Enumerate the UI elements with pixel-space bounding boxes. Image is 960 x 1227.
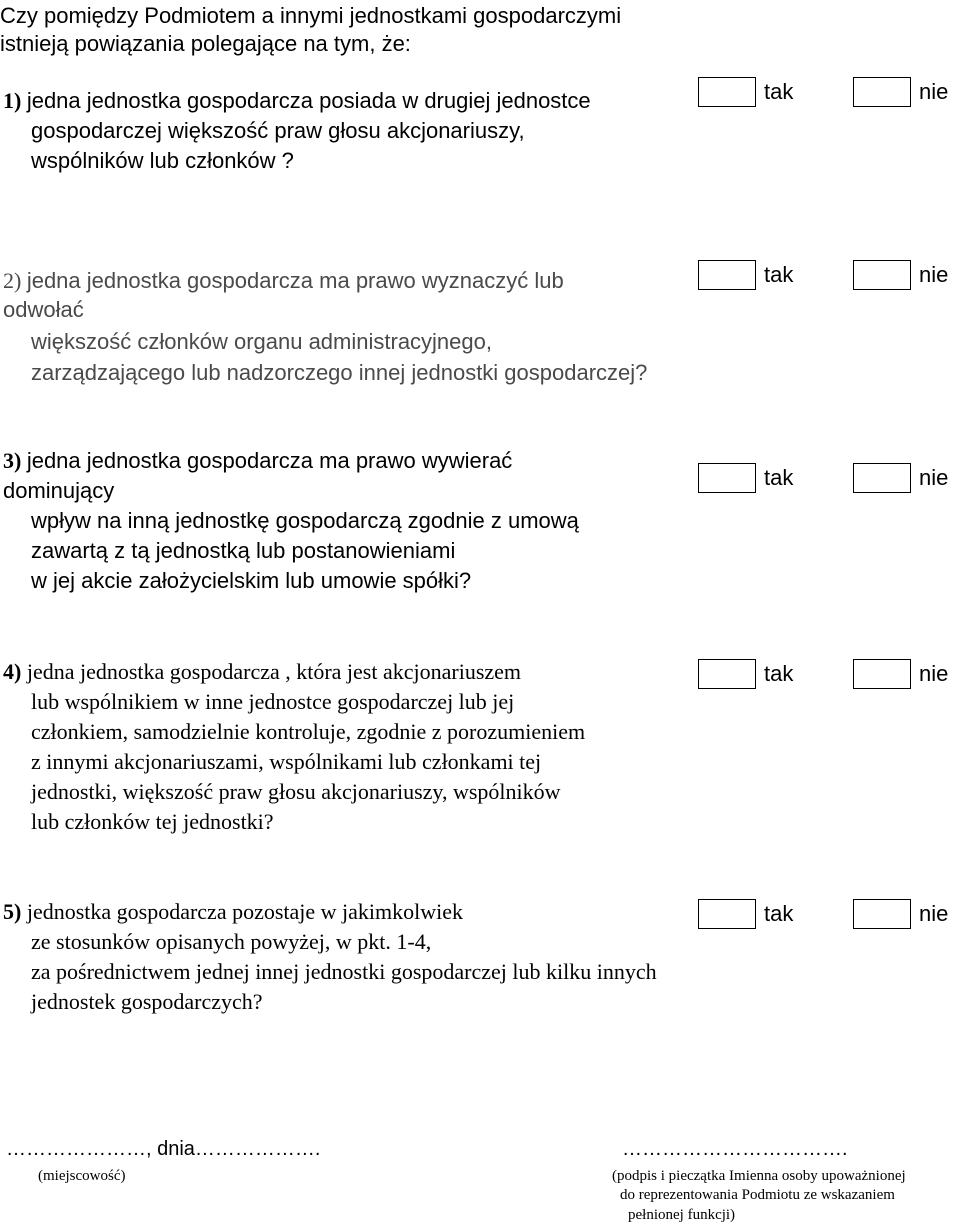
question-2-line-1: jedna jednostka gospodarcza ma prawo wyznaczyć lub (26, 268, 564, 293)
question-4-line-1: jedna jednostka gospodarcza , która jest akcjonariuszem (26, 659, 522, 684)
question-3-line-2: dominujący (3, 478, 115, 503)
signature-caption-line-2: do reprezentowania Podmiotu ze wskazaniem (620, 1187, 895, 1203)
question-5-yes-label: tak (764, 901, 794, 926)
question-3-number: 3) (3, 448, 22, 473)
question-4-yes-label: tak (764, 661, 794, 686)
question-4-line-5: jednostki, większość praw głosu akcjonariuszy, wspólników (31, 779, 561, 804)
question-2-no-checkbox[interactable] (853, 260, 911, 290)
question-5-line-4: jednostek gospodarczych? (31, 989, 263, 1014)
intro-text (0, 2, 621, 58)
place-date-field[interactable]: …………………, dnia………………. (6, 1138, 321, 1160)
question-1-line-2: gospodarczej większość praw głosu akcjonariuszy, (31, 118, 525, 143)
question-5-number: 5) (3, 899, 22, 924)
question-2-line-3: większość członków organu administracyjnego, (31, 329, 492, 354)
question-5-line-3: za pośrednictwem jednej innej jednostki gospodarczej lub kilku innych (31, 959, 657, 984)
signature-caption-line-1: (podpis i pieczątka Imienna osoby upoważnionej (612, 1168, 906, 1184)
question-3-line-3: wpływ na inną jednostkę gospodarczą zgodnie z umową (31, 508, 579, 533)
intro-line-1: Czy pomiędzy Podmiotem a innymi jednostkami gospodarczymi (0, 3, 622, 28)
signature-field[interactable]: ……………………………. (622, 1138, 848, 1160)
question-2-no-label: nie (919, 262, 949, 287)
question-1-no-label: nie (919, 79, 949, 104)
question-1-line-1: jedna jednostka gospodarcza posiada w drugiej jednostce (26, 88, 591, 113)
question-1-yes-label: tak (764, 79, 794, 104)
question-4-line-4: z innymi akcjonariuszami, wspólnikami lub członkami tej (31, 749, 542, 774)
question-3-no-checkbox[interactable] (853, 463, 911, 493)
question-2-yes-checkbox[interactable] (698, 260, 756, 290)
question-4-line-6: lub członków tej jednostki? (31, 809, 274, 834)
question-3-yes-checkbox[interactable] (698, 463, 756, 493)
question-4-yes-checkbox[interactable] (698, 659, 756, 689)
question-1-number: 1) (3, 88, 22, 113)
question-4-no-checkbox[interactable] (853, 659, 911, 689)
intro-line-2: istnieją powiązania polegające na tym, że: (0, 31, 411, 56)
question-3-line-1: jedna jednostka gospodarcza ma prawo wywierać (26, 448, 513, 473)
question-2-line-4: zarządzającego lub nadzorczego innej jednostki gospodarczej? (31, 360, 648, 385)
question-5-line-1: jednostka gospodarcza pozostaje w jakimkolwiek (26, 899, 464, 924)
signature-caption-line-3: pełnionej funkcji) (628, 1207, 736, 1223)
question-1-yes-checkbox[interactable] (698, 77, 756, 107)
question-5-no-checkbox[interactable] (853, 899, 911, 929)
question-4-number: 4) (3, 659, 22, 684)
question-5-line-2: ze stosunków opisanych powyżej, w pkt. 1-4, (31, 929, 432, 954)
question-3-line-5: w jej akcie założycielskim lub umowie spółki? (31, 568, 472, 593)
question-5-no-label: nie (919, 901, 949, 926)
question-4-no-label: nie (919, 661, 949, 686)
question-3-yes-label: tak (764, 465, 794, 490)
question-5-yes-checkbox[interactable] (698, 899, 756, 929)
question-3-line-4: zawartą z tą jednostką lub postanowieniami (31, 538, 456, 563)
question-2-line-2: odwołać (3, 297, 84, 322)
question-4-line-2: lub wspólnikiem w inne jednostce gospodarczej lub jej (31, 689, 515, 714)
place-caption: (miejscowość) (38, 1168, 126, 1184)
question-1-line-3: wspólników lub członków ? (31, 148, 294, 173)
question-4-line-3: członkiem, samodzielnie kontroluje, zgodnie z porozumieniem (31, 719, 586, 744)
question-2-number: 2) (3, 268, 22, 293)
question-2-yes-label: tak (764, 262, 794, 287)
question-3-no-label: nie (919, 465, 949, 490)
question-1-no-checkbox[interactable] (853, 77, 911, 107)
